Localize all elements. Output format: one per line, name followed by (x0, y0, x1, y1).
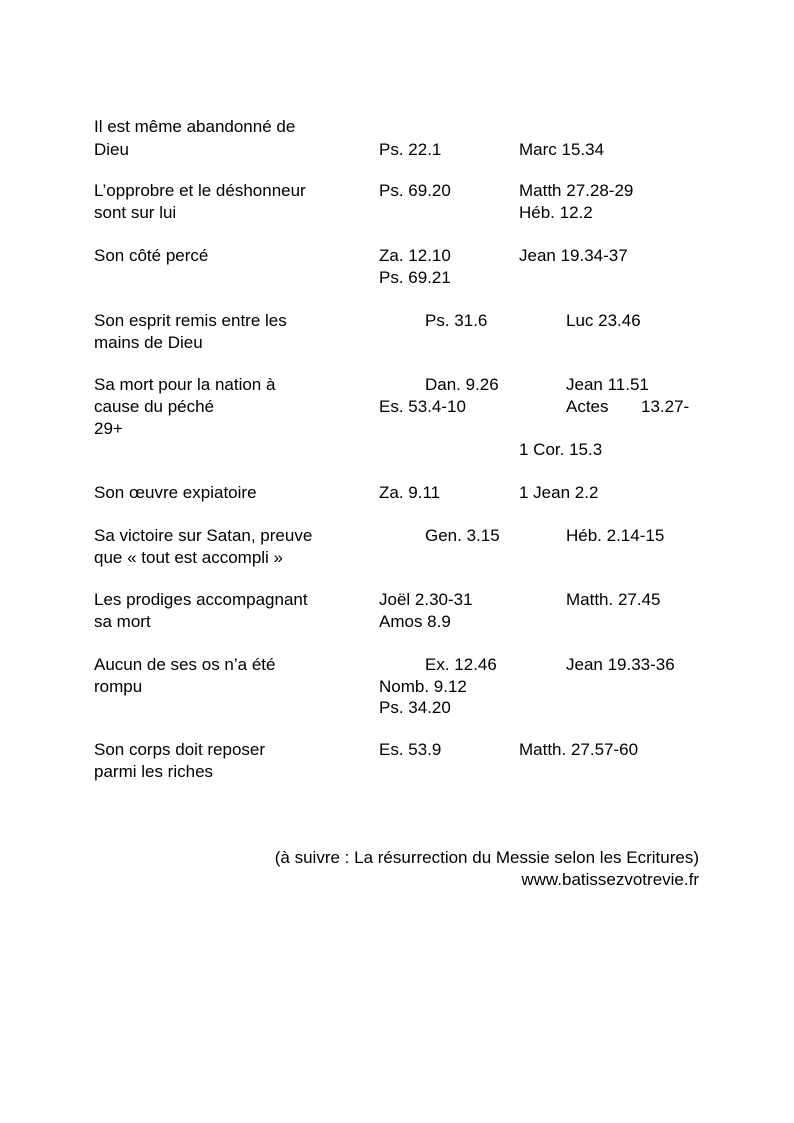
row-description-line: L’opprobre et le déshonneur (94, 181, 306, 200)
row-description-line: Son corps doit reposer (94, 740, 266, 759)
row-description-line: mains de Dieu (94, 333, 203, 352)
new-testament-ref: Luc 23.46 (566, 311, 641, 330)
old-testament-ref: Joël 2.30-31 (379, 590, 473, 609)
new-testament-ref: Héb. 2.14-15 (566, 526, 665, 545)
old-testament-ref: Za. 12.10 (379, 246, 451, 265)
old-testament-ref: Ps. 69.20 (379, 181, 451, 200)
old-testament-ref: Ex. 12.46 (425, 655, 497, 674)
old-testament-ref: Amos 8.9 (379, 612, 451, 631)
new-testament-ref: Matth 27.28-29 (519, 181, 634, 200)
row-description-line: parmi les riches (94, 762, 214, 781)
new-testament-ref: Matth. 27.45 (566, 590, 661, 609)
old-testament-ref: Za. 9.11 (379, 483, 441, 502)
row-description-line: rompu (94, 677, 143, 696)
old-testament-ref: Es. 53.9 (379, 740, 442, 759)
new-testament-ref: 1 Jean 2.2 (519, 483, 599, 502)
row-description-line: Aucun de ses os n’a été (94, 655, 276, 674)
website-link[interactable]: www.batissezvotrevie.fr (521, 870, 699, 889)
old-testament-ref: Nomb. 9.12 (379, 677, 467, 696)
new-testament-ref: Matth. 27.57-60 (519, 740, 639, 759)
old-testament-ref: Gen. 3.15 (425, 526, 500, 545)
row-description-line: Les prodiges accompagnant (94, 590, 308, 609)
old-testament-ref: Ps. 31.6 (425, 311, 488, 330)
row-description-line: Dieu (94, 140, 129, 159)
continuation-note: (à suivre : La résurrection du Messie selon les Ecritures) (274, 848, 699, 867)
row-description-line: Son esprit remis entre les (94, 311, 287, 330)
row-description-line: cause du péché (94, 397, 215, 416)
new-testament-ref: Actes (566, 397, 609, 416)
row-description-line: Sa victoire sur Satan, preuve (94, 526, 313, 545)
row-description-line: que « tout est accompli » (94, 548, 284, 567)
row-description-line: sont sur lui (94, 203, 177, 222)
new-testament-ref: Jean 19.34-37 (519, 246, 628, 265)
row-description-line: 29+ (94, 419, 123, 438)
old-testament-ref: Es. 53.4-10 (379, 397, 466, 416)
new-testament-ref: Jean 19.33-36 (566, 655, 675, 674)
old-testament-ref: Ps. 34.20 (379, 698, 451, 717)
row-description-line: Son côté percé (94, 246, 209, 265)
row-description-line: Sa mort pour la nation à (94, 375, 276, 394)
old-testament-ref: Dan. 9.26 (425, 375, 499, 394)
row-description-line: sa mort (94, 612, 151, 631)
new-testament-ref: 13.27- (641, 397, 690, 416)
row-description-line: Il est même abandonné de (94, 117, 296, 136)
new-testament-ref: 1 Cor. 15.3 (519, 440, 603, 459)
old-testament-ref: Ps. 22.1 (379, 140, 442, 159)
old-testament-ref: Ps. 69.21 (379, 268, 451, 287)
new-testament-ref: Héb. 12.2 (519, 203, 593, 222)
new-testament-ref: Marc 15.34 (519, 140, 605, 159)
row-description-line: Son œuvre expiatoire (94, 483, 257, 502)
new-testament-ref: Jean 11.51 (566, 375, 649, 394)
